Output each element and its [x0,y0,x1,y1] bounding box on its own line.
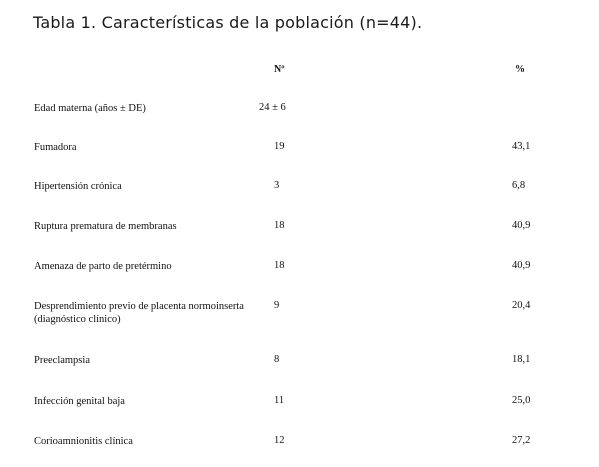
row-count: 3 [274,180,280,191]
row-percent: 40,9 [512,220,531,231]
row-label: Desprendimiento previo de placenta normoinserta (diagnóstico clínico) [34,301,244,325]
row-label: Ruptura prematura de membranas [34,221,177,232]
row-count: 9 [274,300,280,311]
row-percent: 20,4 [512,300,531,311]
row-label: Infección genital baja [34,396,125,407]
column-header-percent: % [515,64,525,75]
row-count: 19 [274,141,285,152]
row-label: Amenaza de parto de pretérmino [34,261,172,272]
row-count: 11 [274,395,285,406]
row-percent: 25,0 [512,395,531,406]
row-percent: 43,1 [512,141,531,152]
row-count: 12 [274,435,285,446]
row-count: 18 [274,260,285,271]
row-count: 18 [274,220,285,231]
row-label: Preeclampsia [34,355,90,366]
row-count: 24 ± 6 [259,102,286,113]
row-label: Corioamnionitis clínica [34,436,133,447]
row-label: Hipertensión crónica [34,181,122,192]
row-count: 8 [274,354,280,365]
row-percent: 6,8 [512,180,526,191]
row-percent: 18,1 [512,354,531,365]
column-header-n: Nº [274,64,285,75]
row-label: Fumadora [34,142,77,153]
row-percent: 40,9 [512,260,531,271]
table-title: Tabla 1. Características de la población (n=44). [33,13,423,32]
row-label: Edad materna (años ± DE) [34,103,146,114]
row-percent: 27,2 [512,435,531,446]
